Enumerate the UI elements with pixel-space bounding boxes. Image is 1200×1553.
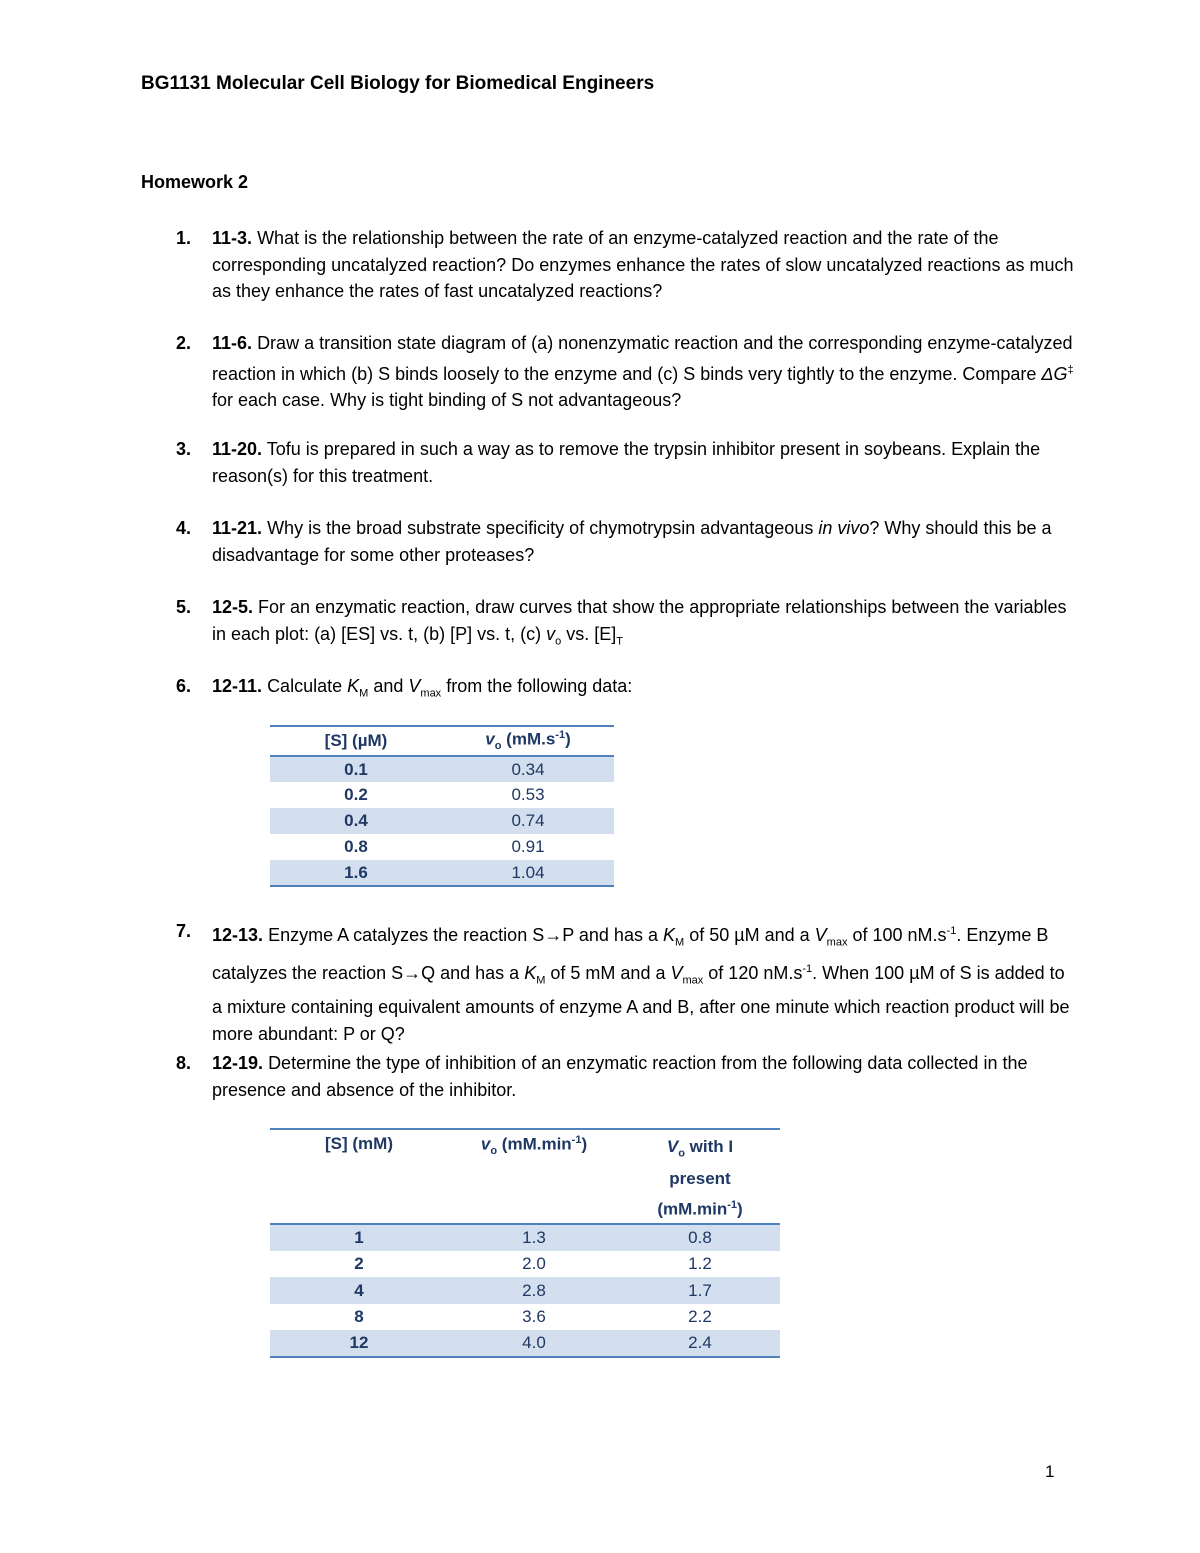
question-number: 8. — [176, 1053, 192, 1073]
question-ref: 12-19. — [212, 1053, 264, 1073]
question-number: 3. — [176, 439, 192, 459]
table-header-s: [S] (mM) — [270, 1129, 448, 1224]
table-row: 0.2 0.53 — [344, 785, 545, 804]
question-8 — [176, 1050, 1076, 1103]
question-text-end: ? Why should this be a disadvantage for some other proteases? — [212, 518, 1052, 565]
question-ref: 12-13. — [212, 925, 264, 945]
delta-g-symbol: ΔG — [1041, 363, 1068, 384]
e-subscript: T — [616, 635, 623, 648]
table-header-s: [S] (µM) — [270, 726, 442, 756]
km-subscript: M — [359, 687, 369, 700]
table-row: 0.8 0.91 — [344, 837, 545, 856]
page-number: 1 — [1045, 1462, 1055, 1481]
italic-term: in vivo — [818, 518, 870, 538]
table-row: 1.6 1.04 — [270, 860, 614, 886]
table-row: 2 2.0 1.2 — [354, 1254, 712, 1274]
question-text: Draw a transition state diagram of (a) nonenzymatic reaction and the corresponding enzyme-catalyzed reaction in which (b) S binds loosely to the enzyme and (c) S binds very tightly to the enzyme. Compare — [212, 333, 1073, 384]
question-text-end: for each case. Why is tight binding of S not advantageous? — [212, 390, 682, 410]
question-text: What is the relationship between the rate of an enzyme-catalyzed reaction and the rate of the corresponding uncatalyzed reaction? Do enzymes enhance the rates of slow uncatalyzed reactions as much as they enhance the rates of fast uncatalyzed reactions? — [212, 228, 1074, 301]
question-number: 6. — [176, 676, 192, 696]
question-ref: 12-5. — [212, 597, 254, 617]
table-row: 0.4 0.74 — [270, 808, 614, 834]
double-dagger: ‡ — [1067, 363, 1074, 376]
question-number: 4. — [176, 518, 192, 538]
question-text-end: from the following data: — [446, 676, 633, 696]
table-row: 4 2.8 1.7 — [270, 1277, 780, 1304]
data-table-1 — [270, 725, 614, 887]
table-header-vo-inhibitor: $V_o$ with I present $(mM.\min^{-1})$ — [620, 1129, 780, 1224]
question-number: 7. — [176, 921, 192, 941]
question-text: For an enzymatic reaction, draw curves that show the appropriate relationships between the variables in each plot: (a) [ES] vs. t, (b) [P] vs. t, (c) — [212, 597, 1067, 644]
question-number: 2. — [176, 333, 192, 353]
table-header-vo: $v_o$ $(mM.\min^{-1})$ — [448, 1129, 620, 1224]
km-symbol: K — [347, 676, 360, 696]
vmax-symbol: V — [408, 676, 421, 696]
question-5 — [176, 594, 1076, 655]
document-title: BG1131 Molecular Cell Biology for Biomedical Engineers — [141, 73, 655, 94]
question-2 — [176, 330, 1076, 414]
question-text: Determine the type of inhibition of an enzymatic reaction from the following data collected in the presence and absence of the inhibitor. — [212, 1053, 1028, 1100]
question-text-end: vs. [E] — [566, 623, 617, 644]
question-number: 1. — [176, 228, 192, 248]
table-row: 8 3.6 2.2 — [354, 1307, 712, 1327]
question-number: 5. — [176, 597, 192, 617]
question-7: 7. 12-13. Enzyme A catalyzes the reaction S→P and has a $K_M$ of 50 µM and a $V_{max}$ of 100 $nM.s^{-1}$. Enzyme B catalyzes the reaction S→Q and has a $K_M$ of 5 mM and a $V_{max}$ of 120 $nM.s^{-1}$. When 100 µM of S is added to a mixture containing equivalent amounts of enzyme A and B, after one minute which reaction product will be more abundant: P or Q? — [176, 918, 1076, 1047]
question-ref: 11-21. — [212, 518, 263, 538]
question-text: Tofu is prepared in such a way as to remove the trypsin inhibitor present in soybeans. Explain the reason(s) for this treatment. — [212, 439, 1041, 486]
question-text: Calculate — [267, 676, 343, 696]
table-row: 12 4.0 2.4 — [270, 1330, 780, 1357]
homework-title: Homework 2 — [141, 172, 249, 192]
question-ref: 11-6. — [212, 333, 253, 353]
question-ref: 12-11. — [212, 676, 263, 696]
v-subscript: o — [555, 635, 562, 648]
question-4 — [176, 515, 1076, 568]
table-row: 1 1.3 0.8 — [270, 1224, 780, 1251]
vmax-subscript: max — [420, 687, 442, 700]
data-table-2 — [270, 1128, 780, 1358]
arrow-icon: → — [403, 963, 422, 984]
question-6 — [176, 673, 1076, 707]
question-ref: 11-3. — [212, 228, 253, 248]
table-row: 0.1 0.34 — [270, 756, 614, 782]
question-text: and — [373, 676, 404, 696]
question-3 — [176, 436, 1076, 489]
v-symbol: v — [546, 623, 556, 644]
table-header-vo: $v_o$ $(mM.s^{-1})$ — [442, 726, 614, 756]
question-1 — [176, 225, 1076, 305]
question-text: Why is the broad substrate specificity of chymotrypsin advantageous — [267, 518, 814, 538]
question-ref: 11-20. — [212, 439, 263, 459]
arrow-icon: → — [544, 925, 563, 945]
